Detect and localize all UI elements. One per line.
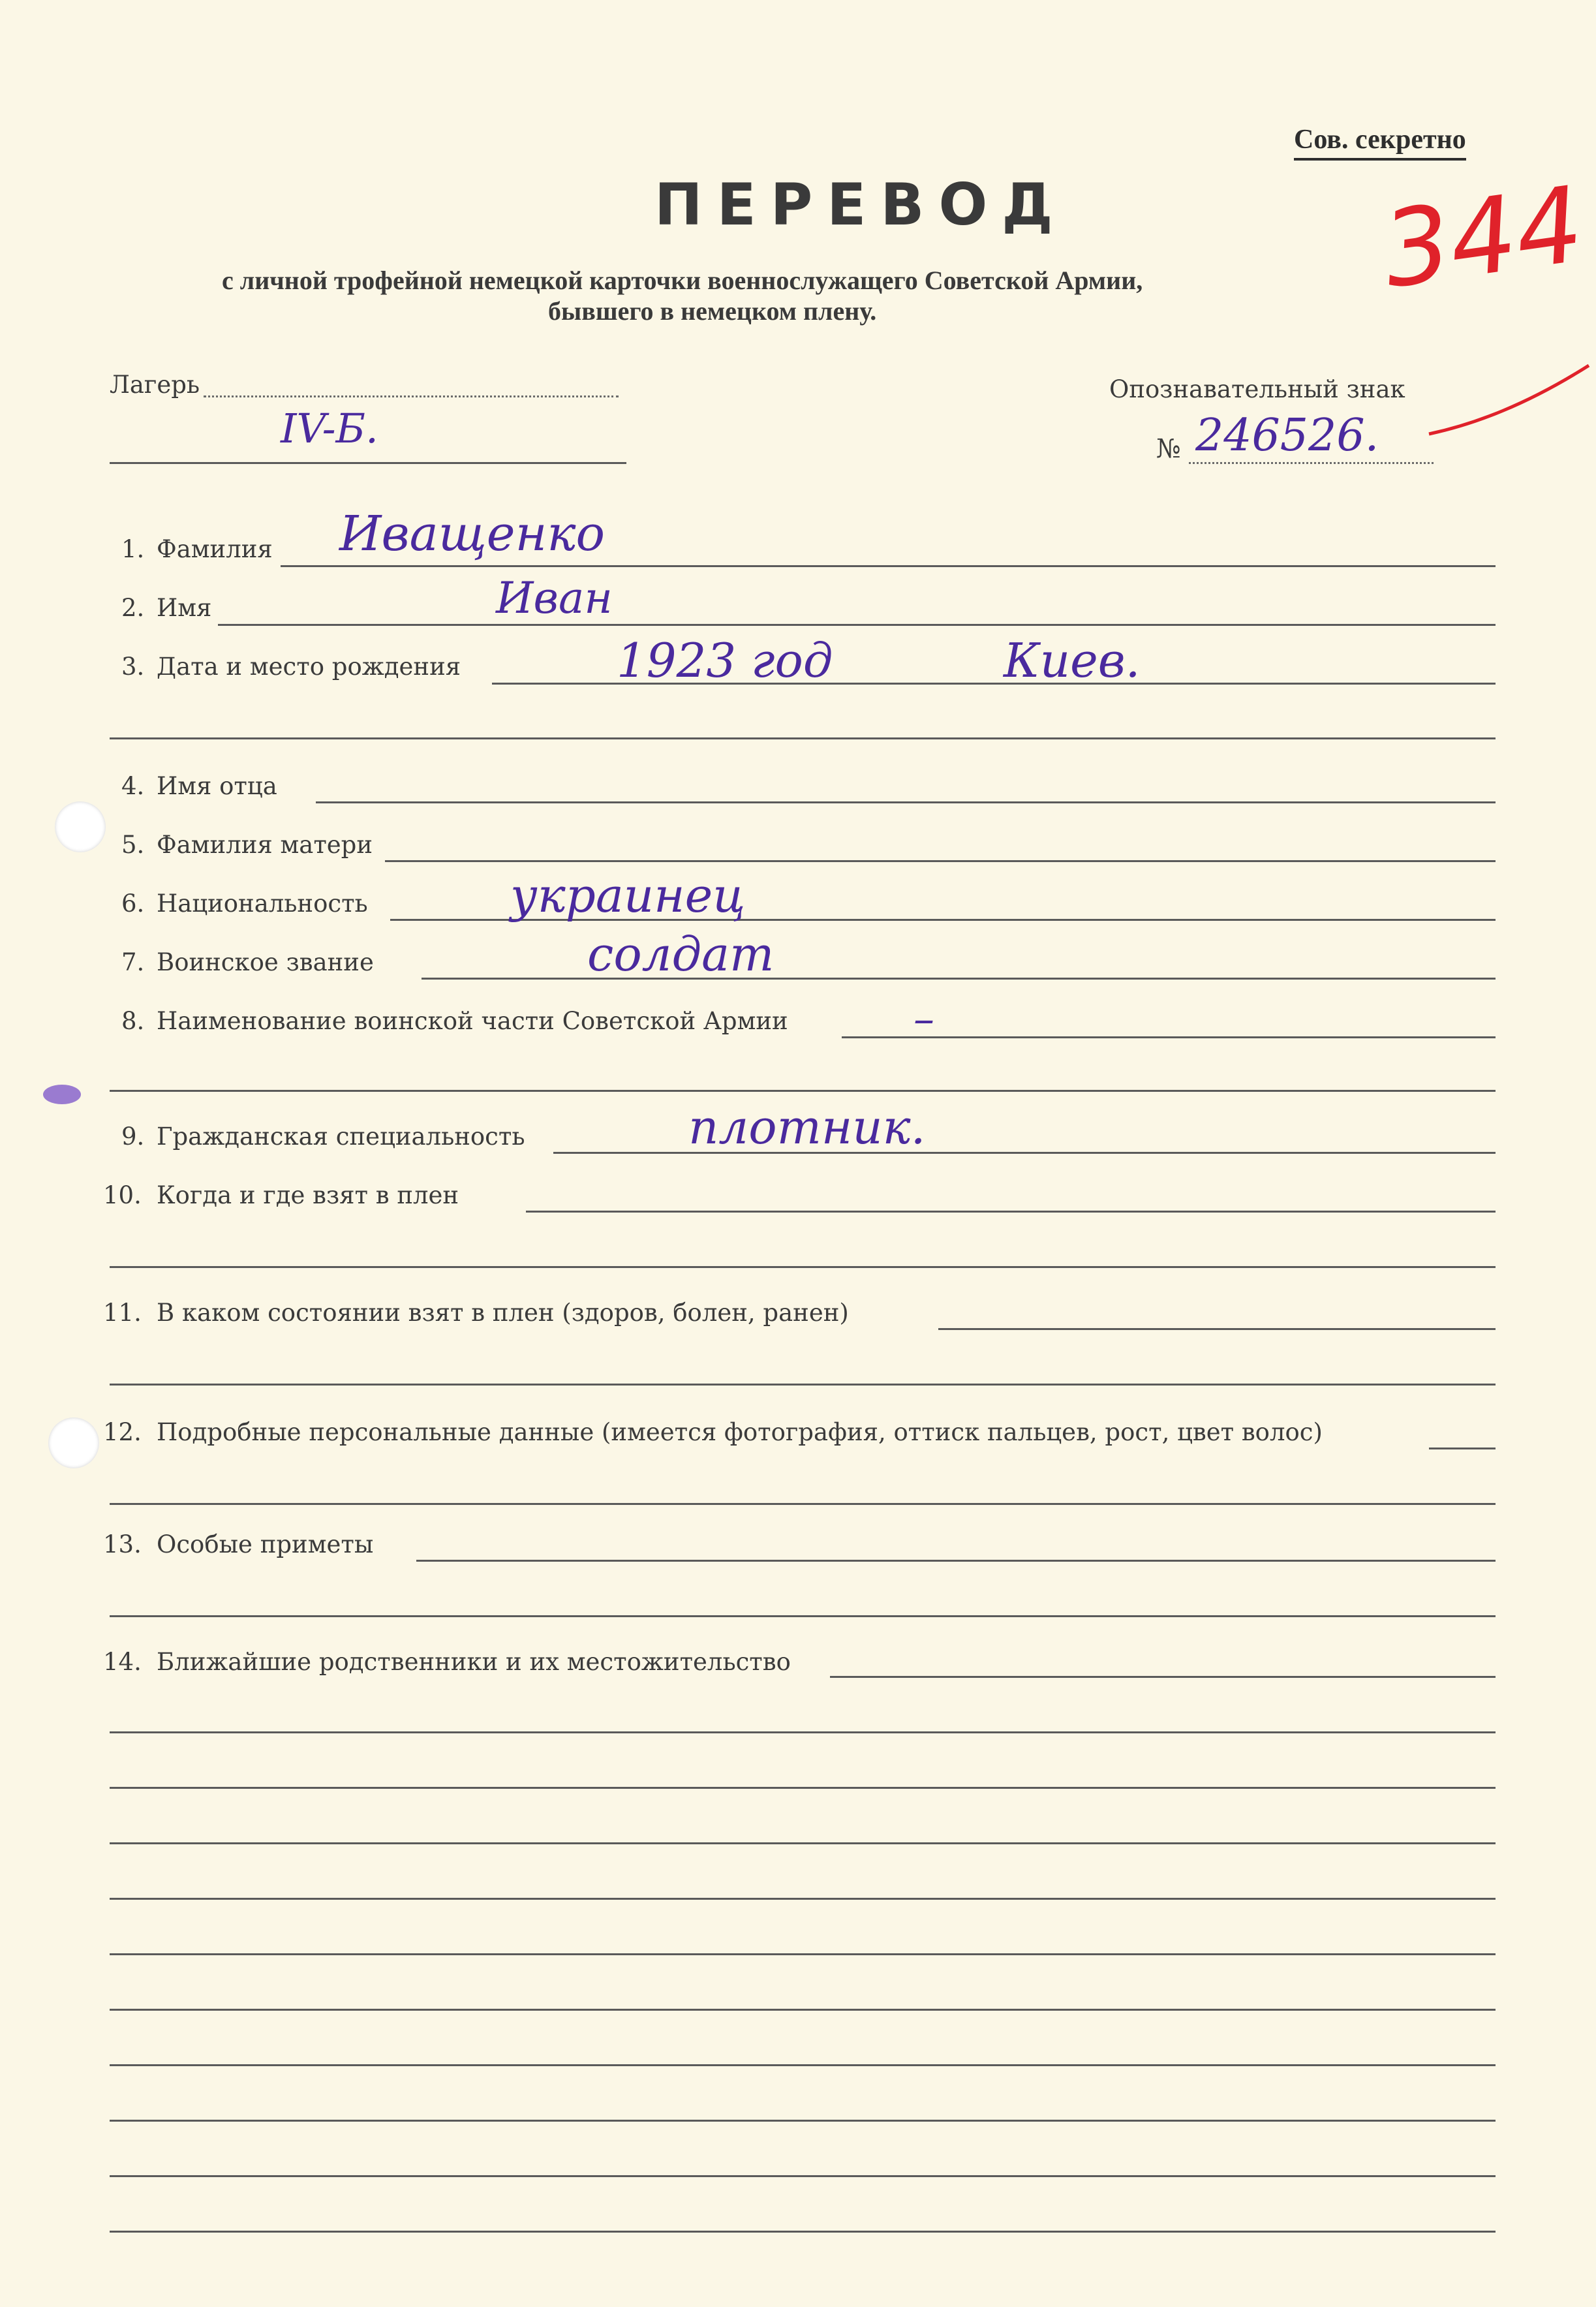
field-14-line-4: [110, 1842, 1496, 1844]
field-2-number: 2.: [121, 594, 145, 622]
id-number-dotted-line: [1189, 462, 1434, 464]
subtitle-line-2: бывшего в немецком плену.: [548, 296, 877, 326]
field-12-number: 12.: [103, 1418, 142, 1446]
field-10-number: 10.: [103, 1181, 142, 1209]
field-13-number: 13.: [103, 1530, 142, 1558]
field-11-label: В каком состоянии взят в плен (здоров, болен, ранен): [157, 1299, 849, 1327]
id-number-value: 246526.: [1195, 410, 1379, 461]
field-14-line: [830, 1676, 1496, 1678]
field-3-value-place: Киев.: [1004, 633, 1141, 688]
field-8-line: [842, 1036, 1496, 1038]
red-pencil-stroke: [1422, 352, 1596, 444]
field-2-value: Иван: [496, 573, 613, 623]
field-6-label: Национальность: [157, 890, 368, 918]
field-14-line-3: [110, 1787, 1496, 1789]
field-3-label: Дата и место рождения: [157, 653, 461, 681]
field-8-value: –: [913, 995, 934, 1044]
field-7-label: Воинское звание: [157, 948, 374, 976]
field-10-line: [526, 1211, 1496, 1213]
field-3-line-2: [110, 737, 1496, 739]
field-5-line: [385, 860, 1496, 862]
punch-hole-top: [55, 801, 106, 852]
field-3-number: 3.: [121, 653, 145, 681]
field-11-line-2: [110, 1384, 1496, 1386]
field-11-line: [938, 1328, 1496, 1330]
field-5-label: Фамилия матери: [157, 831, 373, 859]
camp-dotted-line: [204, 395, 619, 397]
field-6-number: 6.: [121, 890, 145, 918]
field-11-number: 11.: [103, 1299, 142, 1327]
id-number-sign: №: [1156, 434, 1181, 464]
field-2-line: [218, 624, 1496, 626]
punch-hole-bottom: [48, 1417, 99, 1468]
field-8-number: 8.: [121, 1007, 145, 1035]
field-8-label: Наименование воинской части Советской Армии: [157, 1007, 788, 1035]
id-tag-label: Опознавательный знак: [1109, 375, 1405, 403]
field-14-number: 14.: [103, 1648, 142, 1676]
camp-label: Лагерь: [110, 371, 200, 399]
field-7-number: 7.: [121, 948, 145, 976]
red-archive-number: 344: [1375, 163, 1590, 312]
field-3-value-year: 1923 год: [617, 633, 833, 688]
field-12-line: [1429, 1448, 1496, 1449]
field-10-line-2: [110, 1266, 1496, 1268]
field-7-value: солдат: [587, 927, 775, 982]
field-14-line-10: [110, 2175, 1496, 2177]
field-12-line-2: [110, 1503, 1496, 1505]
field-14-line-9: [110, 2120, 1496, 2122]
secret-mark: Сов. секретно: [1294, 124, 1466, 161]
field-14-line-11: [110, 2231, 1496, 2233]
field-9-label: Гражданская специальность: [157, 1123, 525, 1151]
field-1-value: Иващенко: [339, 506, 606, 562]
field-14-line-6: [110, 1953, 1496, 1955]
field-9-value: плотник.: [688, 1100, 926, 1154]
field-1-number: 1.: [121, 535, 145, 563]
camp-value: IV-Б.: [281, 405, 378, 452]
field-14-line-7: [110, 2009, 1496, 2011]
field-1-label: Фамилия: [157, 535, 273, 563]
ink-blot: [43, 1085, 81, 1104]
field-13-label: Особые приметы: [157, 1530, 374, 1558]
field-4-number: 4.: [121, 772, 145, 800]
subtitle-line-1: с личной трофейной немецкой карточки военнослужащего Советской Армии,: [222, 266, 1143, 295]
field-7-line: [422, 978, 1496, 980]
field-14-line-8: [110, 2064, 1496, 2066]
field-12-label: Подробные персональные данные (имеется фотография, оттиск пальцев, рост, цвет волос): [157, 1418, 1323, 1446]
field-14-label: Ближайшие родственники и их местожительство: [157, 1648, 791, 1676]
field-14-line-2: [110, 1731, 1496, 1733]
field-4-label: Имя отца: [157, 772, 277, 800]
field-5-number: 5.: [121, 831, 145, 859]
field-9-number: 9.: [121, 1123, 145, 1151]
field-13-line: [416, 1560, 1496, 1562]
field-1-line: [281, 565, 1496, 567]
field-13-line-2: [110, 1615, 1496, 1617]
page-title: ПЕРЕВОД: [654, 171, 1067, 238]
field-14-line-5: [110, 1898, 1496, 1900]
camp-line: [110, 462, 626, 464]
field-4-line: [316, 801, 1496, 803]
field-6-value: украинец: [510, 868, 746, 923]
field-8-line-2: [110, 1090, 1496, 1092]
field-10-label: Когда и где взят в плен: [157, 1181, 459, 1209]
field-2-label: Имя: [157, 594, 212, 622]
